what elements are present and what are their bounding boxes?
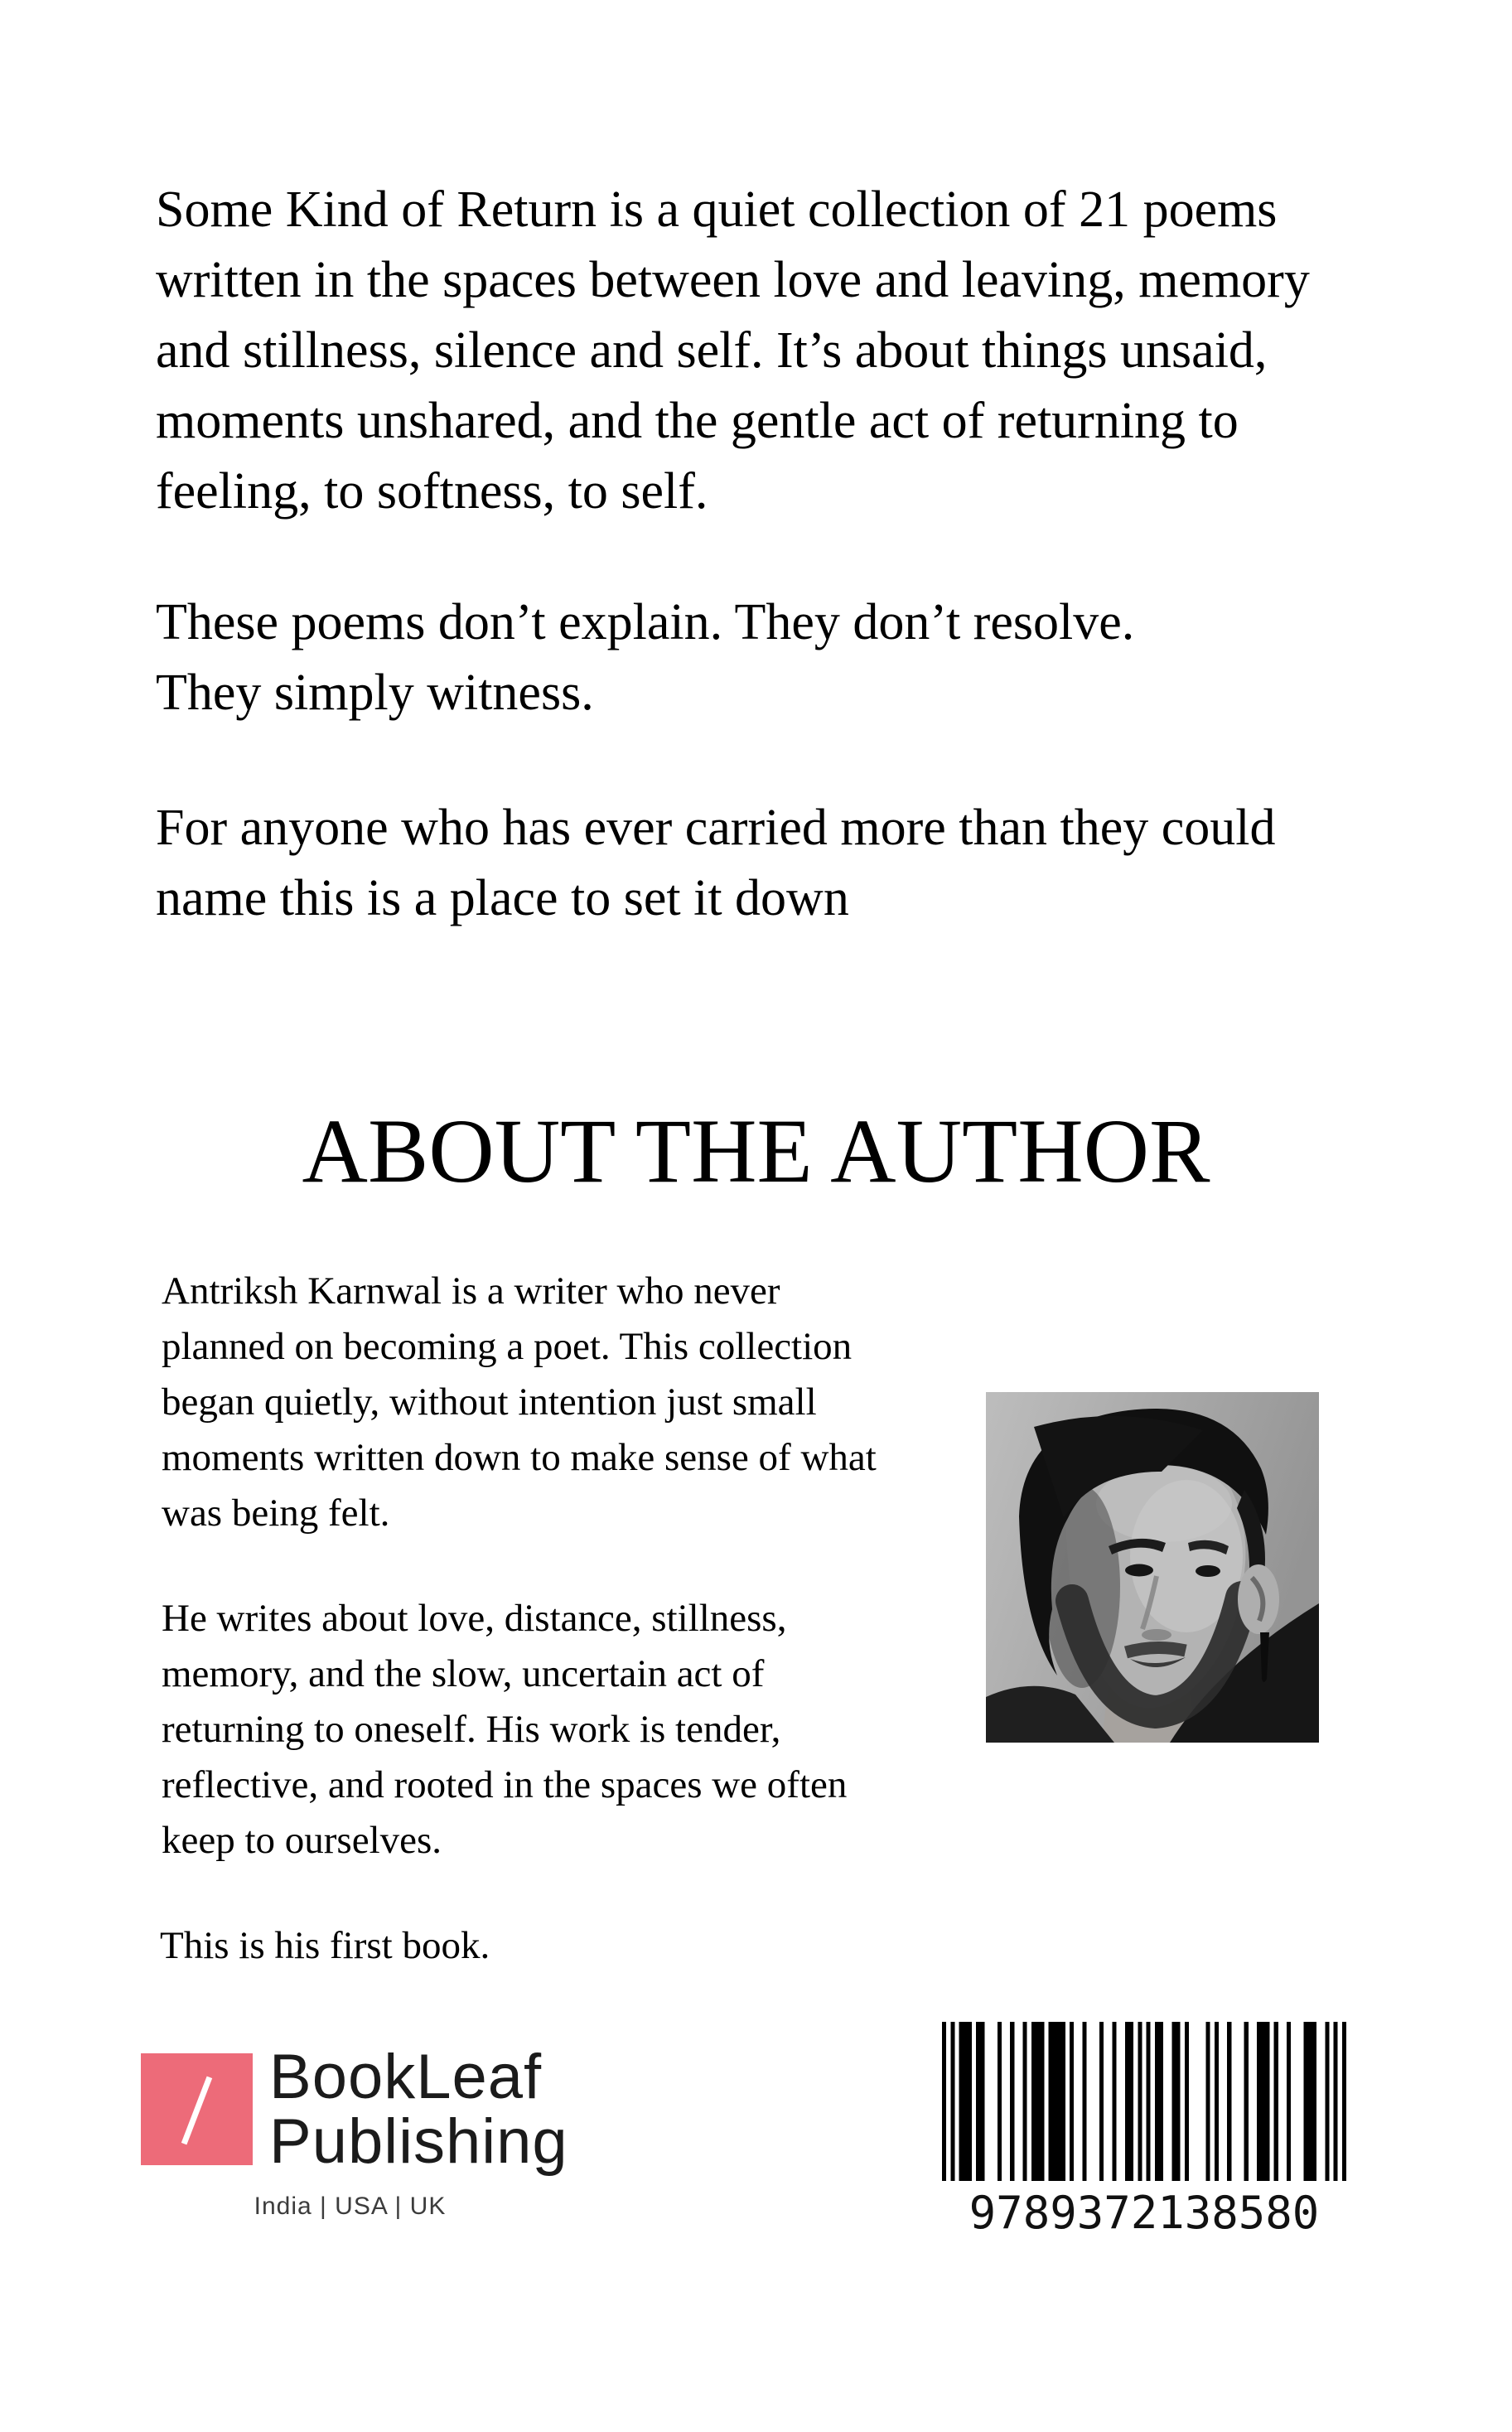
- text-line: began quietly, without intention just small: [162, 1380, 817, 1424]
- text-line: and stillness, silence and self. It’s about things unsaid,: [156, 322, 1268, 379]
- synopsis-paragraph-2: [156, 587, 1134, 728]
- text-line: returning to oneself. His work is tender,: [162, 1708, 781, 1751]
- text-line: moments unshared, and the gentle act of returning to: [156, 393, 1239, 449]
- text-line: name this is a place to set it down: [156, 870, 849, 926]
- text-line: He writes about love, distance, stillness,: [162, 1597, 787, 1640]
- author-bio-first-book-line: This is his first book.: [160, 1924, 490, 1967]
- text-line: Antriksh Karnwal is a writer who never: [162, 1269, 780, 1313]
- text-line: keep to ourselves.: [162, 1819, 442, 1862]
- bookleaf-wordmark: [269, 2042, 568, 2177]
- text-line: planned on becoming a poet. This collection: [162, 1325, 853, 1368]
- author-bio-paragraph-1: [162, 1264, 877, 1541]
- text-line: written in the spaces between love and leaving, memory: [156, 252, 1310, 308]
- synopsis-paragraph-3: [156, 793, 1275, 934]
- author-portrait-image: [986, 1392, 1319, 1743]
- text-line: Some Kind of Return is a quiet collection of 21 poems: [156, 181, 1278, 238]
- text-line: feeling, to softness, to self.: [156, 463, 708, 520]
- publisher-regions: India | USA | UK: [254, 2193, 447, 2220]
- text-line: was being felt.: [162, 1492, 390, 1535]
- author-photo: [986, 1392, 1319, 1743]
- text-line: memory, and the slow, uncertain act of: [162, 1652, 765, 1695]
- barcode-bars: [942, 2022, 1346, 2181]
- isbn-number: 9789372138580: [969, 2187, 1320, 2239]
- text-line: These poems don’t explain. They don’t resolve.: [156, 594, 1135, 650]
- isbn-barcode: [942, 2022, 1346, 2237]
- publisher-name-line2: Publishing: [269, 2106, 568, 2177]
- bookleaf-slash-icon: [181, 2077, 212, 2145]
- text-line: reflective, and rooted in the spaces we often: [162, 1763, 848, 1806]
- synopsis-paragraph-1: [156, 175, 1310, 527]
- author-bio-paragraph-2: [162, 1591, 847, 1869]
- text-line: For anyone who has ever carried more than they could: [156, 800, 1276, 856]
- about-the-author-heading: ABOUT THE AUTHOR: [302, 1100, 1210, 1201]
- text-line: moments written down to make sense of what: [162, 1436, 877, 1479]
- publisher-name-line1: BookLeaf: [269, 2042, 543, 2112]
- bookleaf-logo-mark: [141, 2053, 253, 2165]
- text-line: They simply witness.: [156, 665, 594, 721]
